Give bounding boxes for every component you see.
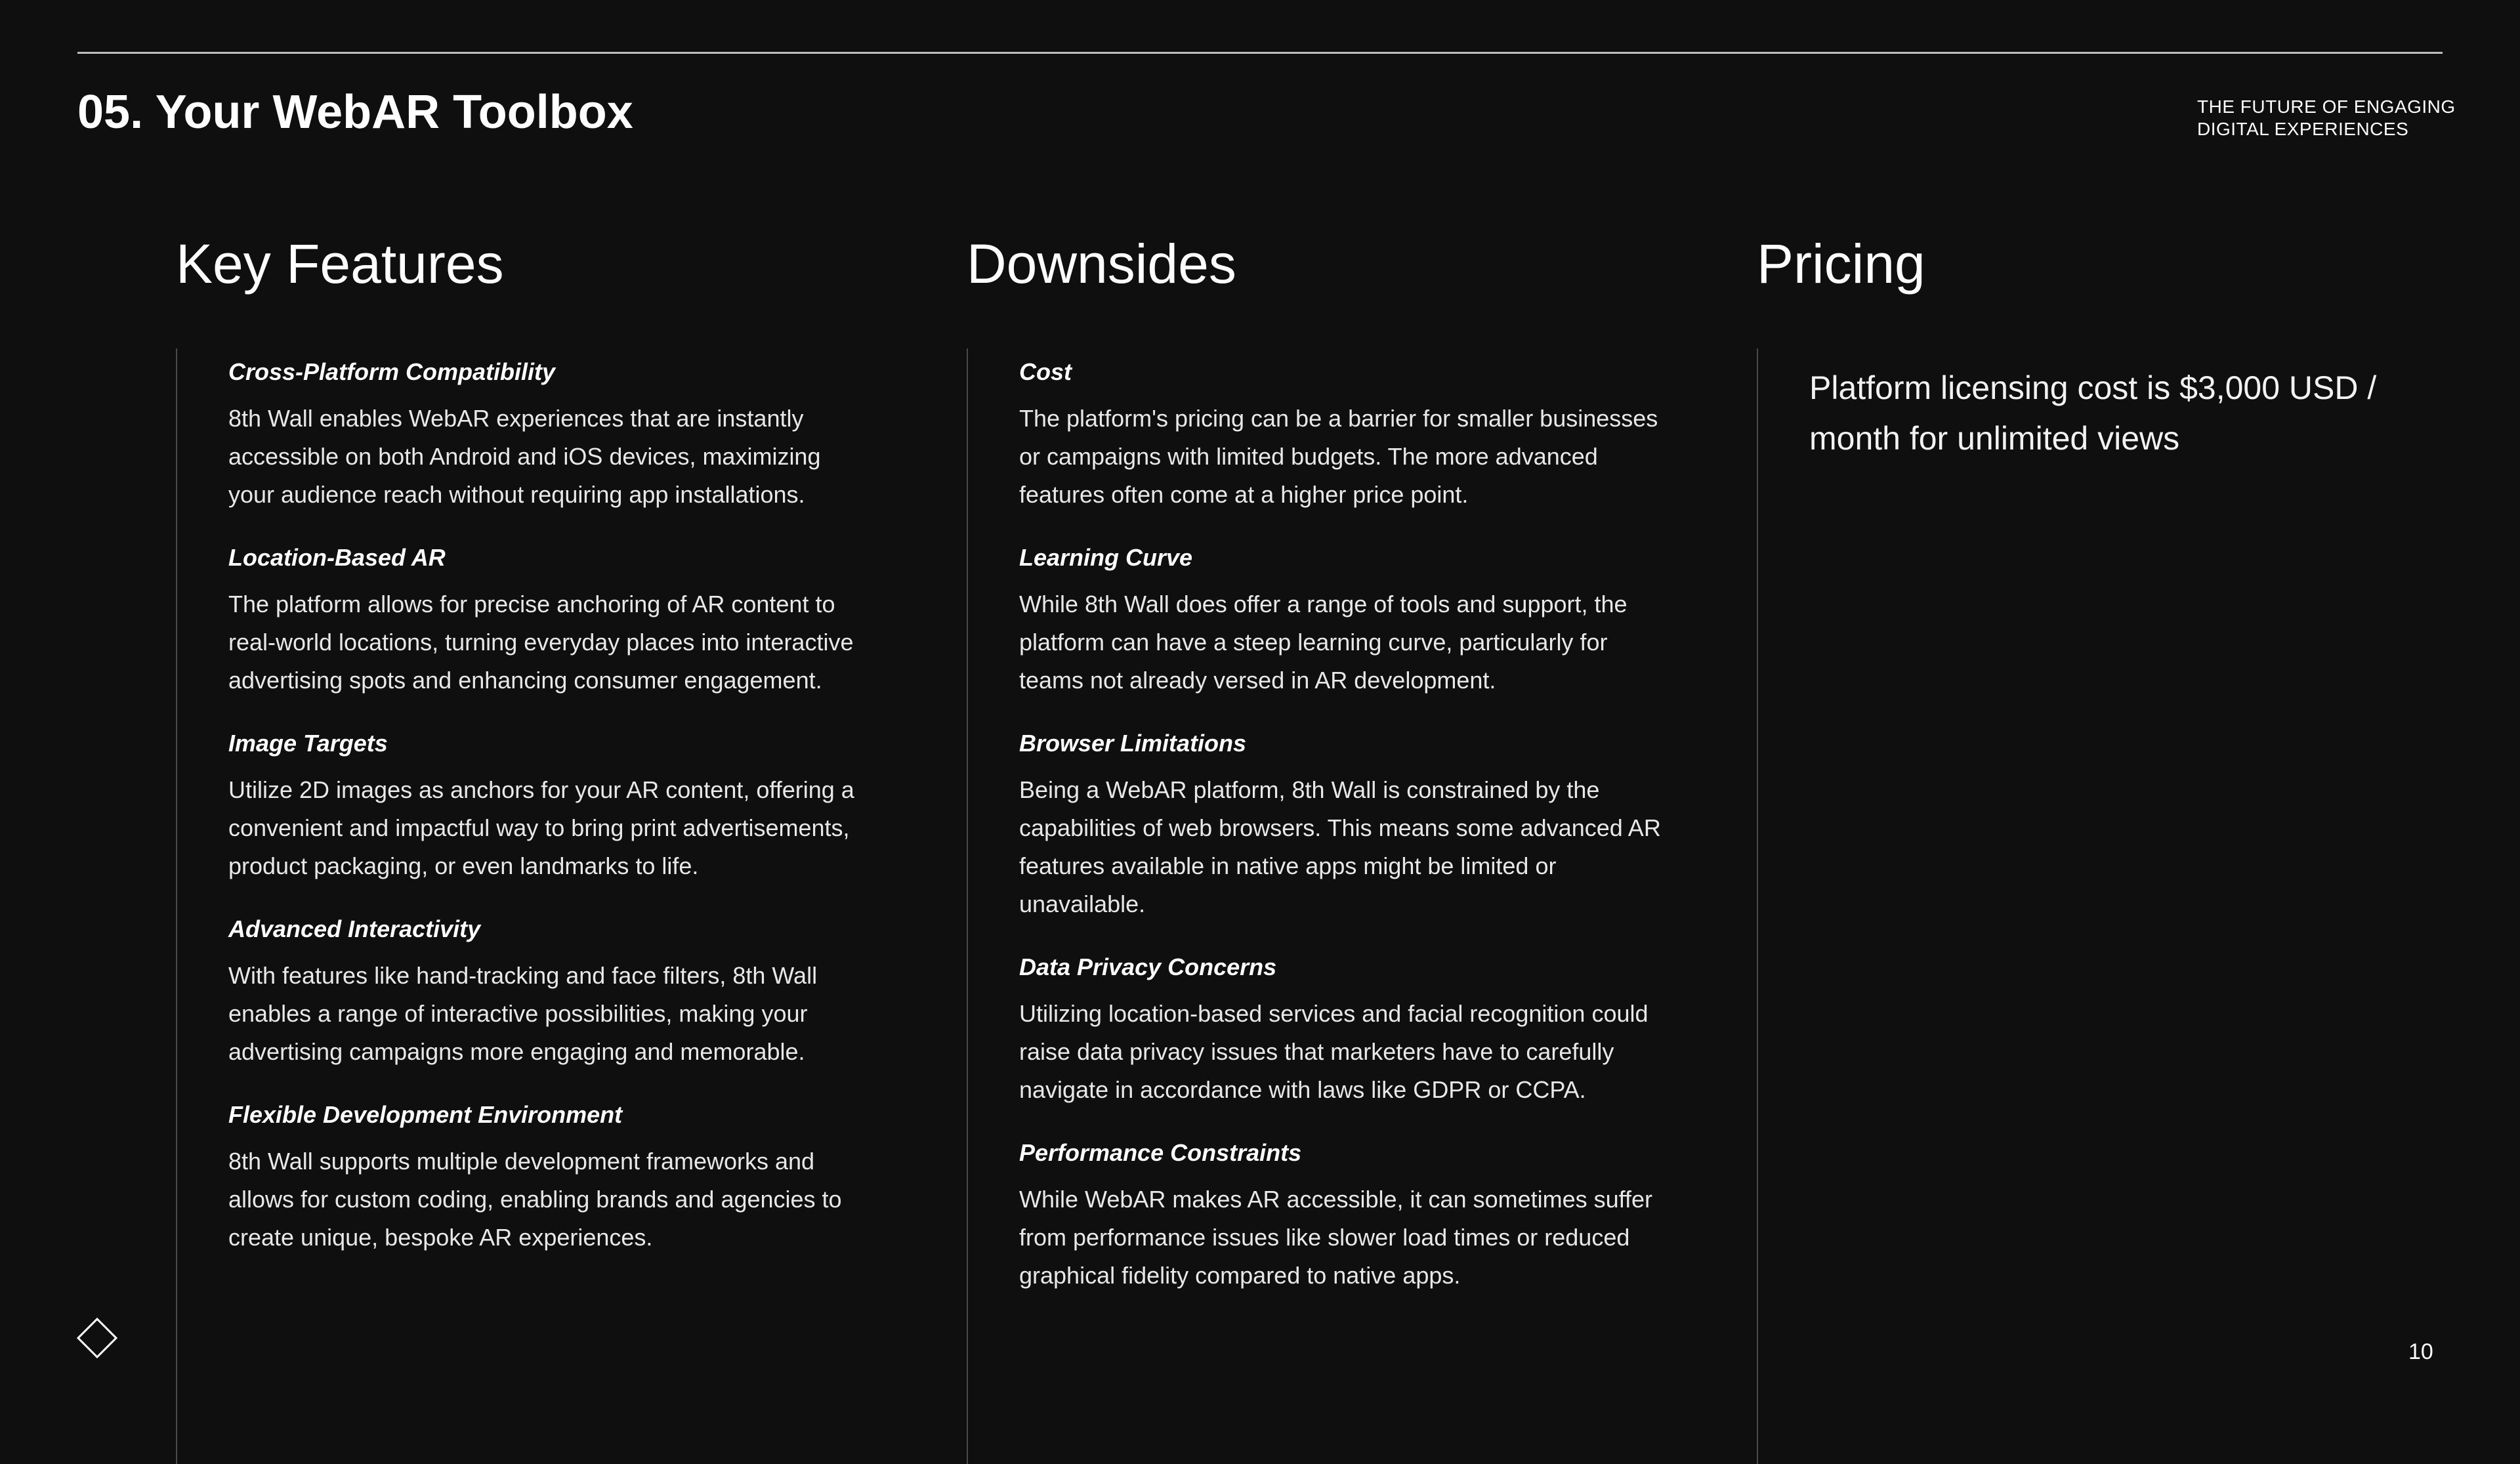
pricing-heading: Pricing [1757, 233, 1925, 295]
feature-description: 8th Wall supports multiple development frameworks and allows for custom coding, enabling brands and agencies to create unique, bespoke AR experiences. [228, 1148, 842, 1251]
downsides-heading: Downsides [967, 233, 1236, 295]
downside-description: Being a WebAR platform, 8th Wall is constrained by the capabilities of web browsers. This means some advanced AR features available in native apps might be limited or unavailable. [1019, 776, 1661, 917]
diamond-outline-icon [77, 1318, 117, 1358]
pricing-text: Platform licensing cost is $3,000 USD / month for unlimited views [1809, 369, 2377, 457]
key-features-heading: Key Features [176, 233, 504, 295]
feature-description: Utilize 2D images as anchors for your AR content, offering a convenient and impactful way to bring print advertisements, product packaging, or even landmarks to life. [228, 776, 854, 879]
feature-description: 8th Wall enables WebAR experiences that are instantly accessible on both Android and iOS devices, maximizing your audience reach without requiring app installations. [228, 405, 821, 508]
downside-item [1019, 1140, 1662, 1295]
page-number: 10 [2408, 1339, 2433, 1364]
feature-title: Image Targets [228, 730, 388, 757]
feature-item [228, 545, 872, 700]
feature-description: The platform allows for precise anchoring of AR content to real-world locations, turning everyday places into interactive advertising spots and enhancing consumer engagement. [228, 591, 854, 694]
page-title: 05. Your WebAR Toolbox [77, 86, 633, 138]
downside-title: Browser Limitations [1019, 730, 1247, 757]
downside-item [1019, 359, 1662, 514]
pricing-column [1757, 233, 2452, 457]
feature-title: Advanced Interactivity [228, 915, 481, 942]
feature-item [228, 730, 872, 885]
key-features-column [176, 233, 872, 1251]
downside-description: While 8th Wall does offer a range of tools and support, the platform can have a steep learning curve, particularly for teams not already versed in AR development. [1019, 591, 1628, 694]
downside-title: Cost [1019, 358, 1072, 385]
downside-description: The platform's pricing can be a barrier for smaller businesses or campaigns with limited budgets. The more advanced features often come at a higher price point. [1019, 405, 1658, 508]
feature-item [228, 1102, 872, 1257]
downsides-column [967, 233, 1662, 1289]
pricing-body [1757, 348, 2443, 1464]
downsides-list [967, 348, 1662, 1464]
downside-item [1019, 545, 1662, 700]
downside-title: Learning Curve [1019, 544, 1193, 571]
deck-tagline-line-1: THE FUTURE OF ENGAGING [2197, 96, 2456, 117]
downside-item [1019, 954, 1662, 1109]
header-divider [77, 52, 2443, 54]
deck-tagline-line-2: DIGITAL EXPERIENCES [2197, 119, 2409, 139]
feature-title: Cross-Platform Compatibility [228, 358, 556, 385]
deck-tagline [2197, 96, 2456, 140]
key-features-list [176, 348, 872, 1464]
feature-item [228, 916, 872, 1071]
downside-title: Performance Constraints [1019, 1139, 1302, 1166]
feature-title: Flexible Development Environment [228, 1101, 623, 1128]
downside-item [1019, 730, 1662, 923]
downside-description: While WebAR makes AR accessible, it can sometimes suffer from performance issues like slower load times or reduced graphical fidelity compared to native apps. [1019, 1186, 1653, 1289]
feature-title: Location-Based AR [228, 544, 446, 571]
downside-description: Utilizing location-based services and facial recognition could raise data privacy issues that marketers have to carefully navigate in accordance with laws like GDPR or CCPA. [1019, 1000, 1648, 1103]
feature-description: With features like hand-tracking and face filters, 8th Wall enables a range of interactive possibilities, making your advertising campaigns more engaging and memorable. [228, 962, 818, 1065]
feature-item [228, 359, 872, 514]
downside-title: Data Privacy Concerns [1019, 953, 1277, 980]
